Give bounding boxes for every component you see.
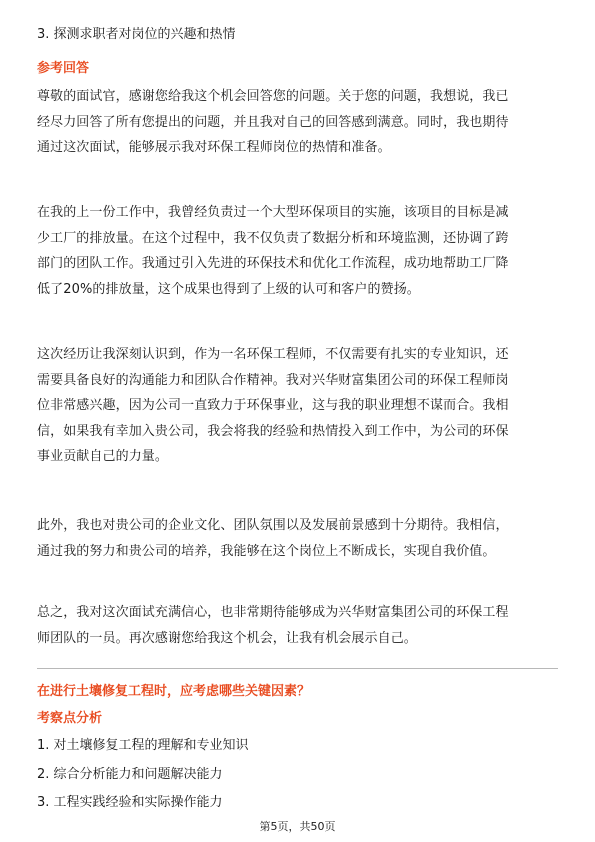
analysis-item: 2. 综合分析能力和问题解决能力 [37,767,223,782]
answer-paragraph-2 [37,200,565,302]
paragraph-line: 师团队的一员。再次感谢您给我这个机会，让我有机会展示自己。 [37,630,417,646]
analysis-item: 1. 对土壤修复工程的理解和专业知识 [37,738,249,753]
paragraph-line: 经尽力回答了所有您提出的问题，并且我对自己的回答感到满意。同时，我也期待 [37,114,509,130]
paragraph-line: 需要具备良好的沟通能力和团队合作精神。我对兴华财富集团公司的环保工程师岗 [37,372,509,388]
paragraph-line: 尊敬的面试官，感谢您给我这个机会回答您的问题。关于您的问题，我想说，我已 [37,89,509,104]
paragraph-line: 事业贡献自己的力量。 [37,449,169,464]
paragraph-line: 此外，我也对贵公司的企业文化、团队氛围以及发展前景感到十分期待。我相信， [37,518,509,533]
paragraph-line: 通过这次面试，能够展示我对环保工程师岗位的热情和准备。 [37,140,391,155]
answer-paragraph-4 [37,513,565,564]
question-heading: 在进行土壤修复工程时，应考虑哪些关键因素？ [37,684,311,699]
paragraph-line: 这次经历让我深刻认识到，作为一名环保工程师，不仅需要有扎实的专业知识，还 [37,347,509,362]
analysis-item: 3. 工程实践经验和实际操作能力 [37,795,223,810]
page-number: 第5页，共50页 [259,820,336,833]
paragraph-line: 低了20%的排放量，这个成果也得到了上级的认可和客户的赞扬。 [37,281,420,297]
paragraph-line: 信，如果我有幸加入贵公司，我会将我的经验和热情投入到工作中，为公司的环保 [37,423,509,439]
answer-label: 参考回答 [37,61,90,76]
paragraph-line: 位非常感兴趣，因为公司一直致力于环保事业，这与我的职业理想不谋而合。我相 [37,398,509,413]
paragraph-line: 在我的上一份工作中，我曾经负责过一个大型环保项目的实施，该项目的目标是减 [37,205,509,220]
paragraph-line: 少工厂的排放量。在这个过程中，我不仅负责了数据分析和环境监测，还协调了跨 [37,230,509,246]
analysis-label: 考察点分析 [37,711,103,726]
paragraph-line: 通过我的努力和贵公司的培养，我能够在这个岗位上不断成长，实现自我价值。 [37,543,496,559]
section-divider [37,668,558,669]
answer-paragraph-1 [37,84,565,161]
paragraph-line: 部门的团队工作。我通过引入先进的环保技术和优化工作流程，成功地帮助工厂降 [37,256,509,271]
prev-assessment-item: 3. 探测求职者对岗位的兴趣和热情 [37,27,236,42]
answer-paragraph-5 [37,600,565,651]
paragraph-line: 总之，我对这次面试充满信心，也非常期待能够成为兴华财富集团公司的环保工程 [37,605,509,620]
answer-paragraph-3 [37,342,565,470]
